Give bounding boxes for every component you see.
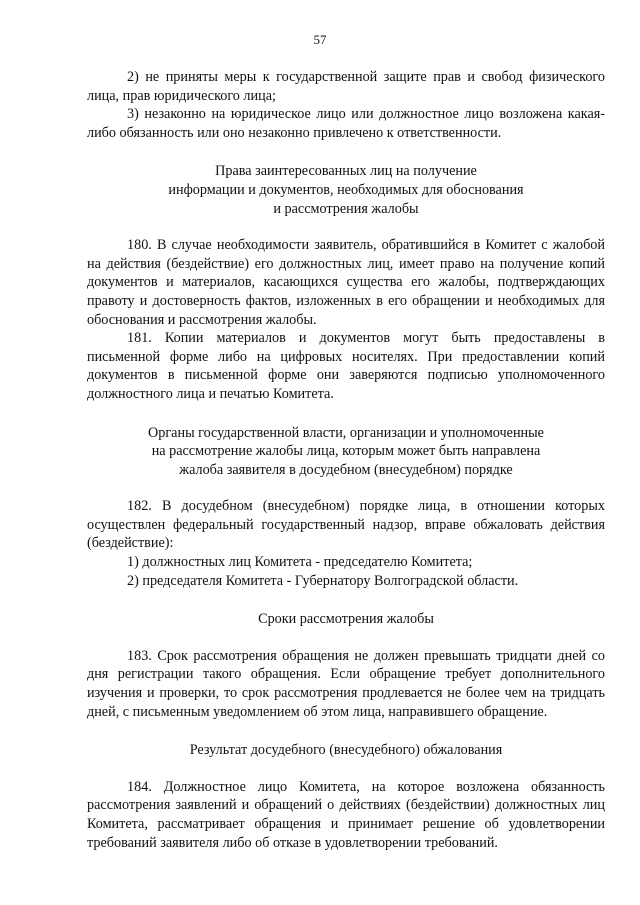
page-number: 57 — [313, 32, 327, 47]
paragraph: 184. Должностное лицо Комитета, на которое возложена обязанность рассмотрения заявлений и обращений о действиях (бездействии) должностных лиц Комитета, рассматривает обращения и принимает решение об удовлетворении требований заявителя либо об отказе в удовлетворении требований. — [87, 778, 605, 851]
paragraph: 3) незаконно на юридическое лицо или должностное лицо возложена какая-либо обязанность или оно незаконно привлечено к ответственности. — [87, 106, 605, 141]
section-heading: Права заинтересованных лиц на получение информации и документов, необходимых для обоснования и рассмотрения жалобы — [168, 163, 524, 217]
paragraph: 2) не приняты меры к государственной защите прав и свобод физического лица, прав юридического лица; — [87, 69, 605, 104]
section-heading: Результат досудебного (внесудебного) обжалования — [189, 742, 503, 759]
section-heading: Органы государственной власти, организации и уполномоченные на рассмотрение жалобы лица, которым может быть направлена жалоба заявителя в досудебном (внесудебном) порядке — [148, 424, 544, 478]
list-item: 1) должностных лиц Комитета - председателю Комитета; — [127, 554, 473, 571]
page-content — [87, 68, 605, 852]
paragraph: 181. Копии материалов и документов могут быть предоставлены в письменной форме либо на цифровых носителях. При предоставлении копий документов в письменной форме они заверяются подписью уполномоченного должностного лица и печатью Комитета. — [87, 330, 605, 402]
paragraph: 182. В досудебном (внесудебном) порядке лица, в отношении которых осуществлен федеральный государственный надзор, вправе обжаловать действия (бездействие): — [87, 498, 605, 552]
section-heading: Сроки рассмотрения жалобы — [258, 611, 434, 628]
list-item: 2) председателя Комитета - Губернатору Волгоградской области. — [127, 572, 519, 589]
paragraph: 183. Срок рассмотрения обращения не должен превышать тридцати дней со дня регистрации такого обращения. Если обращение требует дополнительного изучения и проверки, то срок рассмотрения продлевается не более чем на тридцать дней, с письменным уведомлением об этом лица, направившего обращение. — [87, 647, 605, 720]
paragraph: 180. В случае необходимости заявитель, обратившийся в Комитет с жалобой на действия (бездействие) его должностных лиц, имеет право на получение копий документов и материалов, касающихся существа его жалобы, подтверждающих правоту и достоверность фактов, изложенных в его обращении и необходимых для обоснования и рассмотрения жалобы. — [87, 237, 605, 328]
